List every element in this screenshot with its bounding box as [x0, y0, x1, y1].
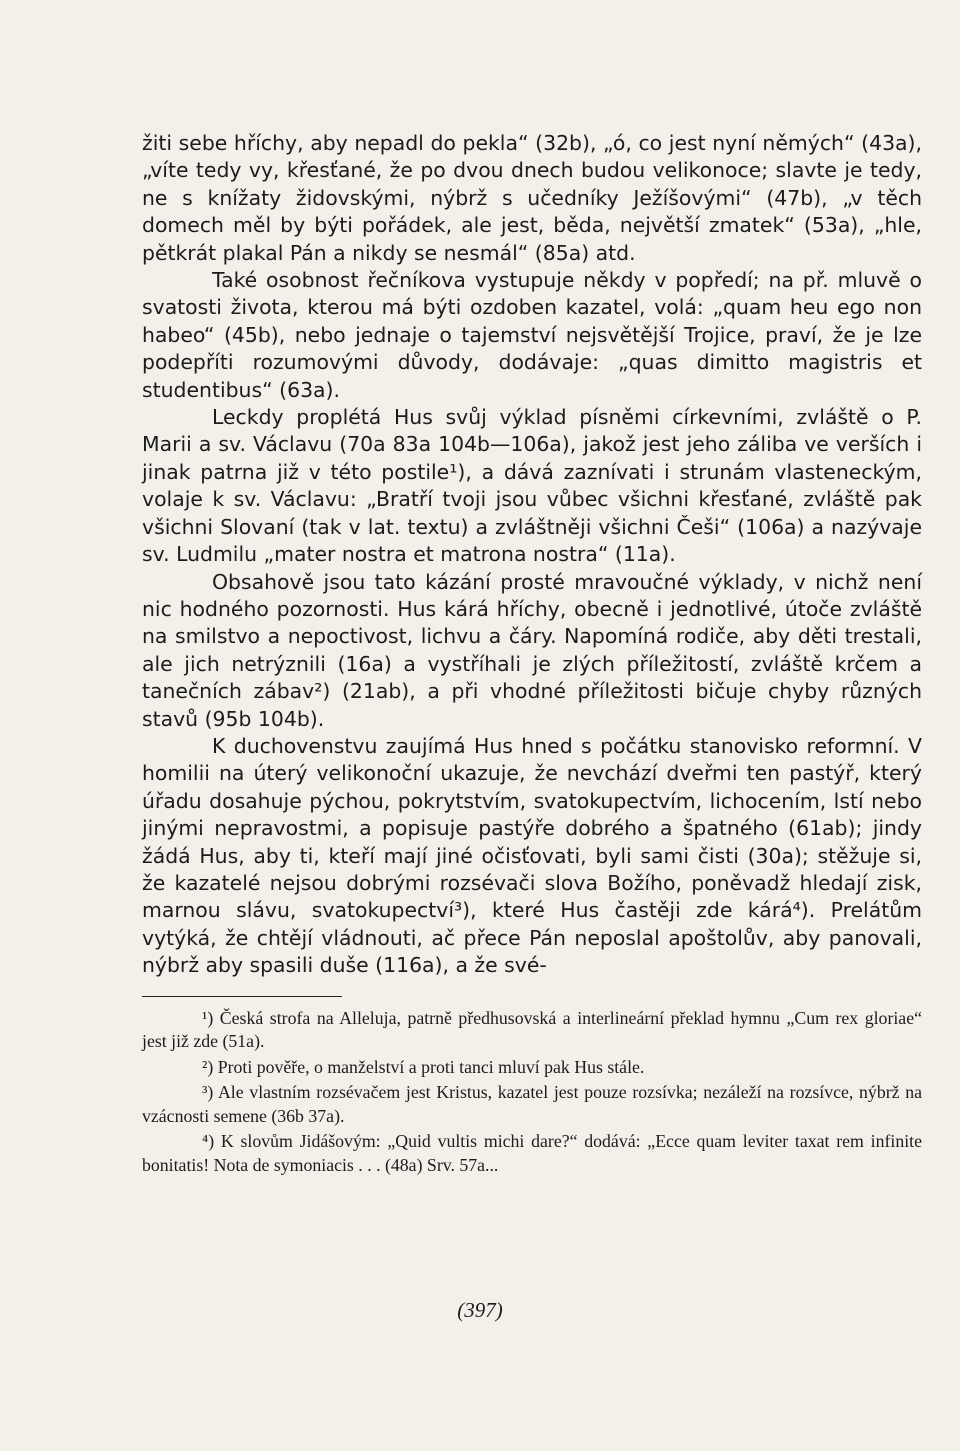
page-number: (397)	[457, 1298, 503, 1322]
footnote-4: ⁴) K slovům Jidášovým: „Quid vultis michi dare?“ dodává: „Ecce quam leviter taxat rem infinite bonitatis! Nota de symoniacis . . . (48a) Srv. 57a...	[142, 1131, 922, 1175]
footnote-2: ²) Proti pověře, o manželství a proti tanci mluví pak Hus stále.	[202, 1056, 645, 1077]
footnote-divider	[142, 996, 342, 997]
paragraph-3: Leckdy proplétá Hus svůj výklad písněmi církevními, zvláště o P. Marii a sv. Václavu (70a 83a 104b—106a), jakož jest jeho záliba ve verších i jinak patrna již v této postile¹), a dává zaznívati i strunám vlasteneckým, volaje k sv. Václavu: „Bratří tvoji jsou vůbec všichni křesťané, zvláště pak všichni Slovaní (tak v lat. textu) a zvláštněji všichni Češi“ (106a) a nazývaje sv. Ludmilu „mater nostra et matrona nostra“ (11a).	[142, 405, 922, 567]
paragraph-2: Také osobnost řečníkova vystupuje někdy v popředí; na př. mluvě o svatosti života, kterou má býti ozdoben kazatel, volá: „quam heu ego non habeo“ (45b), nebo jednaje o tajemství nejsvětější Trojice, praví, že je lze podepříti rozumovými důvody, dodávaje: „quas dimitto magistris et studentibus“ (63a).	[142, 268, 922, 402]
paragraph-5: K duchovenstvu zaujímá Hus hned s počátku stanovisko reformní. V homilii na úterý velikonoční ukazuje, že nevchází dveřmi ten pastýř, který úřadu dosahuje pýchou, pokrytstvím, svatokupectvím, lichocením, lstí nebo jinými nepravostmi, a popisuje pastýře dobrého a špatného (61ab); jindy žádá Hus, aby ti, kteří mají jiné očisťovati, byli sami čisti (30a); stěžuje si, že kazatelé nejsou dobrými rozsévači slova Božího, poněvadž hledají zisk, marnou slávu, svatokupectví³), které Hus častěji zde kárá⁴). Prelátům vytýká, že chtějí vládnouti, ač přece Pán neposlal apoštolův, aby panovali, nýbrž aby spasili duše (116a), a že své-	[142, 733, 922, 978]
footnotes	[142, 1007, 922, 1178]
footnote-1: ¹) Česká strofa na Alleluja, patrně předhusovská a interlineární překlad hymnu „Cum rex gloriae“ jest již zde (51a).	[142, 1007, 922, 1052]
footnote-3: ³) Ale vlastním rozsévačem jest Kristus, kazatel jest pouze rozsívka; nezáleží na rozsívce, nýbrž na vzácnosti semene (36b 37a).	[142, 1082, 922, 1126]
book-page	[142, 130, 922, 1179]
main-text	[142, 130, 922, 980]
paragraph-4: Obsahově jsou tato kázání prosté mravoučné výklady, v nichž není nic hodného pozornosti. Hus kárá hříchy, obecně i jednotlivé, útoče zvláště na smilstvo a nepoctivost, lichvu a čáry. Napomíná rodiče, aby děti trestali, ale jich netrýznili (16a) a vystříhali je zlých příležitostí, zvláště krčem a tanečních zábav²) (21ab), a při vhodné příležitosti bičuje chyby různých stavů (95b 104b).	[142, 569, 922, 731]
paragraph-1: žiti sebe hříchy, aby nepadl do pekla“ (32b), „ó, co jest nyní němých“ (43a), „víte tedy vy, křesťané, že po dvou dnech budou velikonoce; slavte je tedy, ne s knížaty židovskými, nýbrž s učedníky Ježíšovými“ (47b), „v těch domech měl by býti pořádek, ale jest, běda, největší zmatek“ (53a), „hle, pětkrát plakal Pán a nikdy se nesmál“ (85a) atd.	[142, 131, 922, 265]
